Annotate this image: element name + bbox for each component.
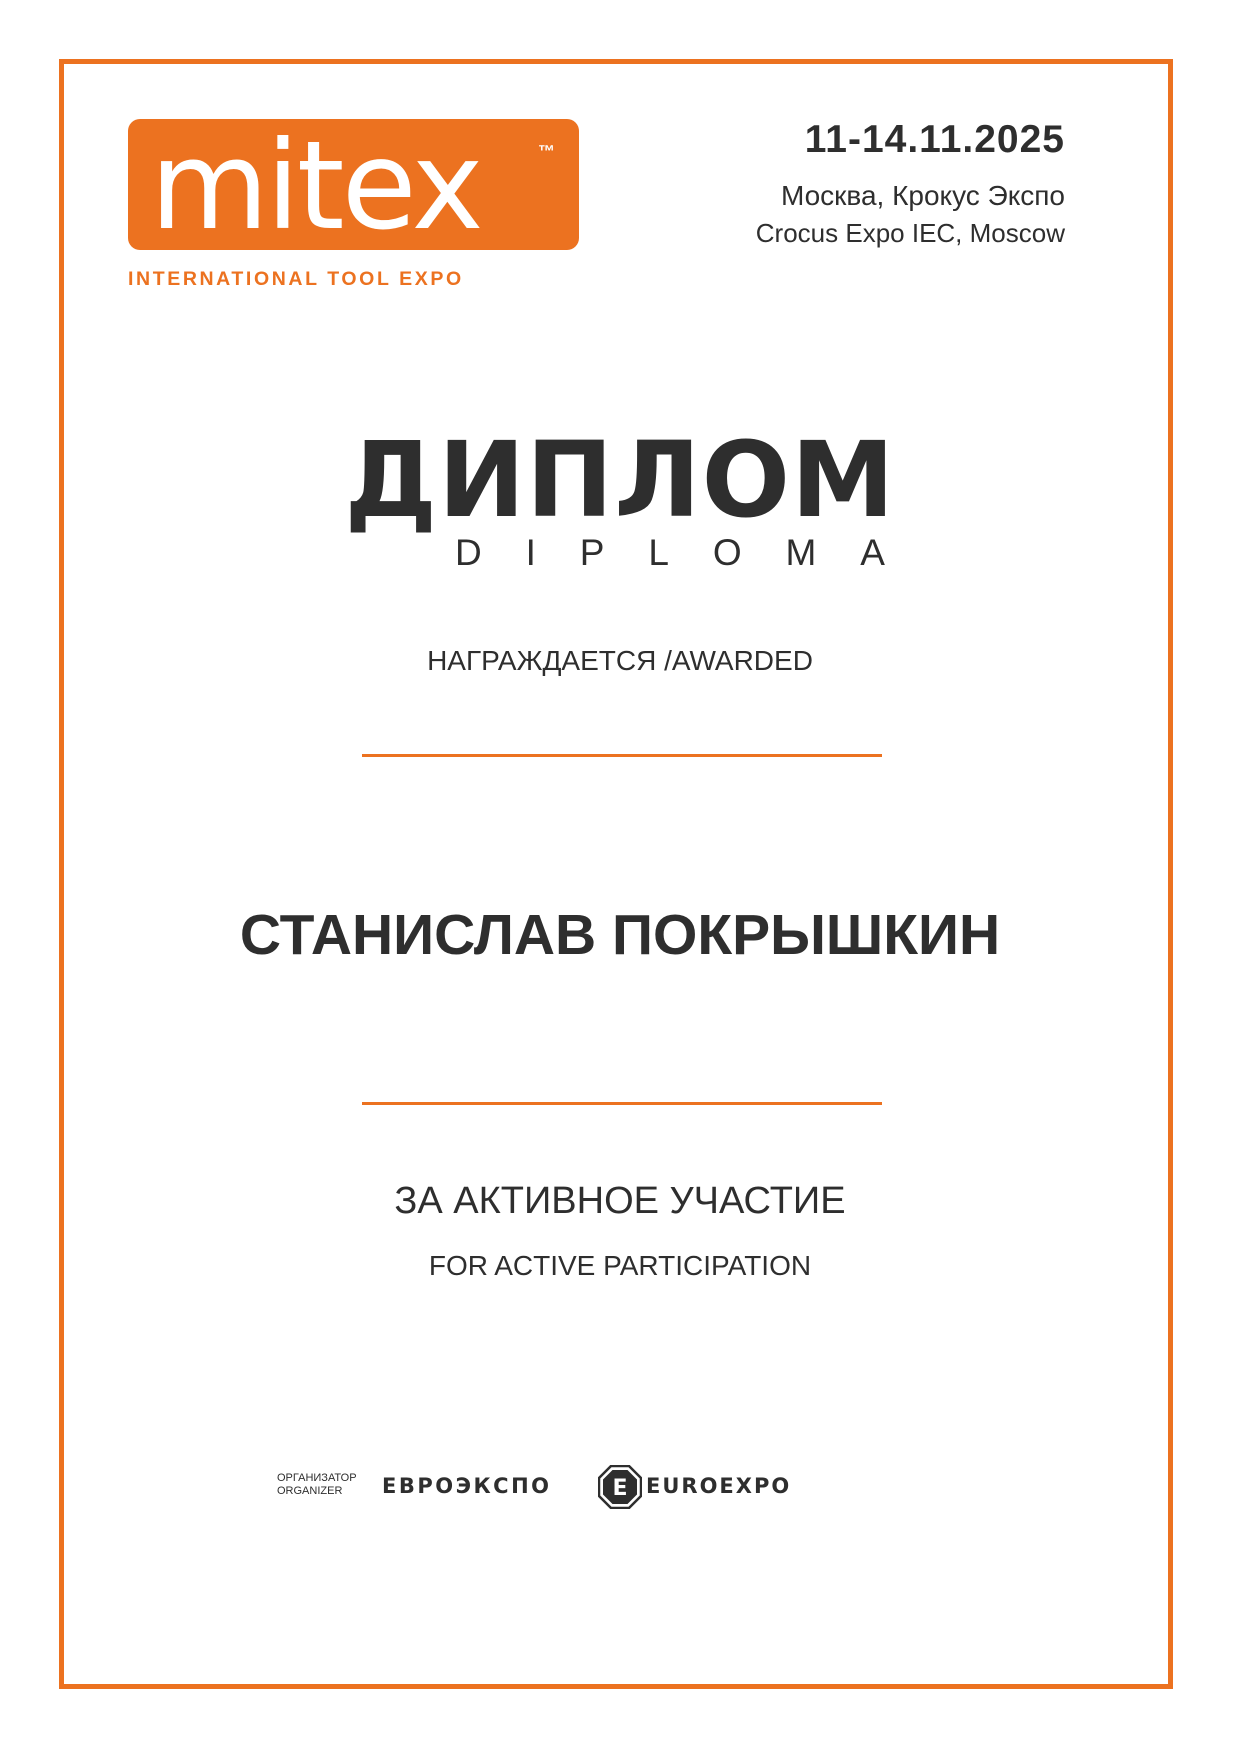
octagon-e-emblem-icon	[598, 1465, 642, 1509]
divider-bottom	[362, 1102, 882, 1105]
recipient-name: СТАНИСЛАВ ПОКРЫШКИН	[239, 903, 1001, 967]
diploma-title-ru: ДИПЛОМ	[344, 419, 896, 541]
trademark-symbol: ™	[538, 142, 555, 161]
certificate-border	[59, 59, 1173, 1689]
title-letter: P	[579, 532, 605, 573]
mitex-logo-word: mitex	[150, 115, 481, 257]
reason-en: FOR ACTIVE PARTICIPATION	[428, 1250, 812, 1281]
title-letter: O	[712, 532, 742, 573]
event-venue-ru: Москва, Крокус Экспо	[780, 180, 1065, 211]
emblem-letter: E	[612, 1476, 628, 1501]
divider-top	[362, 754, 882, 757]
organizer-label-en: ORGANIZER	[277, 1485, 343, 1497]
diploma-title-en	[455, 532, 885, 574]
title-letter: A	[860, 532, 885, 573]
title-letter: M	[785, 532, 817, 573]
reason-ru: ЗА АКТИВНОЕ УЧАСТИЕ	[394, 1180, 846, 1222]
event-venue-en: Crocus Expo IEC, Moscow	[755, 218, 1065, 248]
logo-tagline: INTERNATIONAL TOOL EXPO	[128, 268, 464, 290]
title-letter: L	[648, 532, 669, 573]
awarded-label: НАГРАЖДАЕТСЯ /AWARDED	[427, 645, 813, 676]
organizer-label	[277, 1472, 357, 1498]
organizer-name-en: EUROEXPO	[646, 1474, 792, 1498]
title-letter: I	[525, 532, 536, 573]
organizer-name-ru: ЕВРОЭКСПО	[382, 1474, 552, 1498]
title-letter: D	[455, 532, 482, 573]
event-dates: 11-14.11.2025	[804, 118, 1065, 161]
organizer-label-ru: ОРГАНИЗАТОР	[277, 1472, 357, 1484]
